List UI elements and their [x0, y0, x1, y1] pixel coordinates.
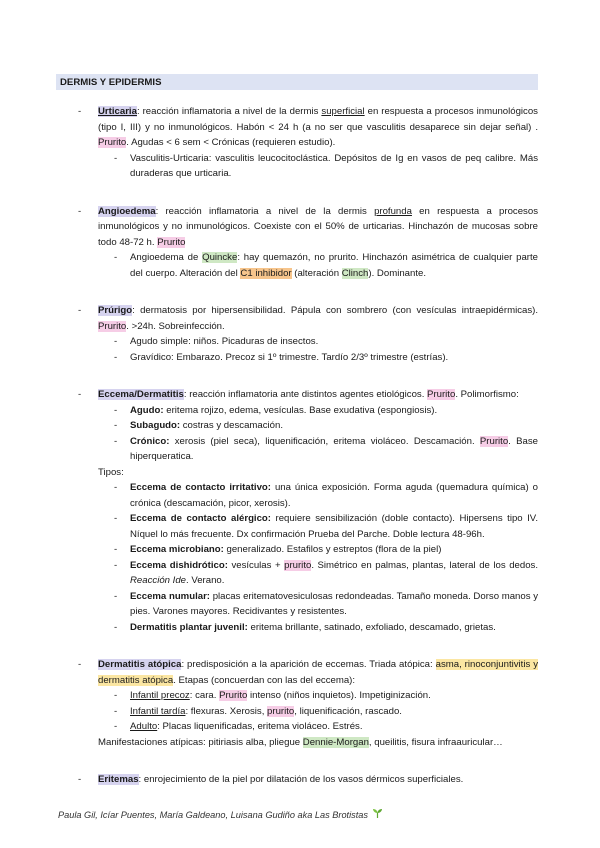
urticaria-block: [56, 104, 538, 182]
eccema-item: [56, 387, 538, 403]
prurigo-sub-item: [56, 334, 538, 350]
angioedema-sub-item: [56, 250, 538, 281]
list-dash: -: [114, 152, 118, 164]
quincke-text: ). Dominante.: [368, 267, 426, 279]
prurigo-agudo-text: Agudo simple: niños. Picaduras de insectos.: [130, 336, 319, 347]
pruritus-highlight: Prurito: [157, 236, 186, 248]
page-footer: [58, 808, 383, 824]
eccema-block: [56, 387, 538, 635]
urticaria-term: Urticaria: [98, 106, 137, 117]
numular-label: Eccema numular:: [130, 590, 211, 602]
list-dash: -: [114, 252, 118, 263]
section-header: [56, 74, 538, 90]
contacto-alergico-text: requiere sensibilización (doble contacto). Hipersens tipo IV. Níquel lo más frecuente. Dx confirmación Prueba del Parche. Doble lectura 48-96h.: [130, 513, 538, 540]
adulto-text: : Placas liquenificadas, eritema violáceo. Estrés.: [157, 721, 363, 732]
infantil-precoz-text: : cara.: [189, 690, 220, 701]
angioedema-text: : reacción inflamatoria a nivel de la dermis: [155, 205, 375, 217]
urticaria-text: : reacción inflamatoria a nivel de la dermis: [136, 106, 322, 117]
prurigo-text: . >24h. Sobreinfección.: [126, 320, 225, 332]
adulto-label: Adulto: [130, 721, 158, 732]
contacto-irritativo-text: una única exposición. Forma aguda (quemadura química) o crónica (descamación, picor, xerosis).: [130, 482, 538, 509]
microbiano-text: generalizado. Estafilos y estreptos (flora de la piel): [223, 544, 442, 555]
pruritus-highlight: Prurito: [98, 137, 127, 148]
eccema-text: . Polimorfismo:: [455, 389, 519, 400]
atopica-sub-item: [56, 688, 538, 704]
prurigo-block: [56, 303, 538, 365]
section-title: DERMIS Y EPIDERMIS: [60, 77, 162, 88]
angioedema-profunda: profunda: [374, 205, 412, 217]
angioedema-block: [56, 204, 538, 282]
eccema-type-item: [56, 542, 538, 558]
dishidrotico-text: . Simétrico en palmas, plantas, lateral de los dedos.: [311, 559, 539, 571]
list-dash: -: [114, 721, 118, 732]
atopica-sub-item: [56, 704, 538, 720]
list-dash: -: [114, 621, 118, 633]
atopica-sub-item: [56, 719, 538, 735]
triada-highlight: asma, rinoconjuntivitis y dermatitis atópica: [98, 659, 538, 686]
contacto-irritativo-label: Eccema de contacto irritativo:: [130, 482, 271, 493]
list-dash: -: [78, 305, 82, 316]
eritemas-text: : enrojecimiento de la piel por dilatación de los vasos dérmicos superficiales.: [138, 774, 464, 785]
list-dash: -: [78, 205, 82, 217]
dishidrotico-text: . Verano.: [186, 575, 225, 586]
subagudo-label: Subagudo:: [130, 420, 181, 431]
pruritus-highlight: prurito: [284, 559, 312, 571]
manifestaciones-text: Manifestaciones atípicas: pitiriasis alba, pliegue: [98, 736, 303, 748]
infantil-tardia-text: : flexuras. Xerosis,: [185, 705, 268, 717]
eritemas-term: Eritemas: [98, 774, 139, 785]
urticaria-text: . Agudas < 6 sem < Crónicas (requieren estudio).: [126, 137, 336, 148]
c1-inhibitor-highlight: C1 inhibidor: [240, 267, 292, 279]
quincke-highlight: Quincke: [202, 252, 238, 263]
numular-text: placas eritematovesiculosas redondeadas. Tamaño moneda. Dorso manos y pies. Varones mayores. Recidivantes y resistentes.: [130, 590, 538, 617]
agudo-label: Agudo:: [130, 404, 164, 416]
microbiano-label: Eccema microbiano:: [130, 544, 224, 555]
infantil-tardia-label: Infantil tardía: [130, 705, 186, 717]
list-dash: -: [114, 435, 118, 447]
cronico-text: . Base hiperqueratica.: [130, 435, 538, 462]
infantil-tardia-text: , liquenificación, rascado.: [294, 705, 402, 717]
quincke-text: : hay quemazón, no prurito. Hinchazón asimétrica de cualquier parte del cuerpo. Alteración del: [130, 252, 538, 279]
eccema-sub-item: [56, 434, 538, 465]
pruritus-highlight: Prurito: [98, 320, 127, 332]
cronico-text: xerosis (piel seca), liquenificación, eritema violáceo. Descamación.: [169, 435, 480, 447]
prurigo-gravidico-text: Gravídico: Embarazo. Precoz si 1º trimestre. Tardío 2/3º trimestre (estrías).: [130, 351, 449, 363]
tipos-label: Tipos:: [98, 466, 124, 478]
infantil-precoz-text: intenso (niños inquietos). Impetiginización.: [247, 690, 431, 701]
infantil-precoz-label: Infantil precoz: [130, 690, 190, 701]
prurigo-sub-item: [56, 350, 538, 366]
atopica-term: Dermatitis atópica: [98, 659, 182, 670]
cronico-label: Crónico:: [130, 435, 170, 447]
angioedema-item: [56, 204, 538, 251]
eccema-type-item: [56, 511, 538, 542]
urticaria-text: en respuesta a procesos inmunológicos (tipo I, III) y no inmunológicos. Habón < 24 h (a no ser que vasculitis desaparece sin dejar señal) .: [98, 106, 538, 133]
eccema-sub-item: [56, 403, 538, 419]
atopica-text: . Etapas (concuerdan con las del eccema):: [173, 674, 356, 686]
eccema-text: : reacción inflamatoria ante distintos agentes etiológicos.: [183, 389, 428, 400]
list-dash: -: [114, 420, 118, 431]
atopica-item: [56, 657, 538, 688]
list-dash: -: [78, 659, 82, 670]
pruritus-highlight: Prurito: [219, 690, 248, 701]
subagudo-text: costras y descamación.: [180, 420, 284, 431]
contacto-alergico-label: Eccema de contacto alérgico:: [130, 513, 271, 524]
pruritus-highlight: prurito: [267, 705, 295, 717]
list-dash: -: [114, 482, 118, 493]
list-dash: -: [114, 590, 118, 602]
clinch-highlight: Clinch: [341, 267, 369, 279]
eritemas-block: [56, 772, 538, 788]
list-dash: -: [114, 690, 118, 701]
agudo-text: eritema rojizo, edema, vesículas. Base exudativa (espongiosis).: [163, 404, 438, 416]
reaccion-ide: Reacción Ide: [130, 575, 186, 586]
prurigo-item: [56, 303, 538, 334]
list-dash: -: [114, 544, 118, 555]
eritemas-item: [56, 772, 538, 788]
plantar-juvenil-text: eritema brillante, satinado, exfoliado, descamado, grietas.: [247, 621, 496, 633]
list-dash: -: [114, 513, 118, 524]
dishidrotico-label: Eccema dishidrótico:: [130, 559, 228, 571]
list-dash: -: [78, 774, 82, 785]
angioedema-text: en respuesta a procesos inmunológicos y no inmunológicos. Coexiste con el 50% de urticarias. Hinchazón de mucosas sobre todo 48-72 h.: [98, 205, 538, 248]
notes-content: [56, 104, 538, 798]
eccema-type-item: [56, 480, 538, 511]
vasculitis-text: Vasculitis-Urticaria: vasculitis leucocitoclástica. Depósitos de Ig en vasos de peq calibre. Más duraderas que urticaria.: [130, 152, 538, 179]
eccema-sub-item: [56, 418, 538, 434]
urticaria-item: [56, 104, 538, 151]
manifestaciones-atipicas: [56, 735, 538, 751]
list-dash: -: [114, 404, 118, 416]
eccema-type-item: [56, 620, 538, 636]
pruritus-highlight: Prurito: [479, 435, 509, 447]
quincke-text: (alteración: [291, 267, 342, 279]
pruritus-highlight: Prurito: [427, 389, 456, 400]
prurigo-text: : dermatosis por hipersensibilidad. Pápula con sombrero (con vesículas intraepidérmicas).: [132, 305, 538, 316]
atopica-text: : predisposición a la aparición de eccemas. Triada atópica:: [181, 659, 436, 670]
sprout-icon: [372, 810, 383, 820]
dennie-morgan-highlight: Dennie-Morgan: [302, 736, 369, 748]
atopica-block: [56, 657, 538, 750]
list-dash: -: [114, 559, 118, 571]
list-dash: -: [114, 351, 118, 363]
eccema-type-item: [56, 589, 538, 620]
eccema-term: Eccema/Dermatitis: [98, 389, 184, 400]
quincke-text: Angioedema de: [130, 252, 203, 263]
authors-credit: Paula Gil, Icíar Puentes, María Galdeano, Luisana Gudiño aka Las Brotistas: [58, 810, 368, 820]
urticaria-superficial: superficial: [321, 106, 365, 117]
eccema-type-item: [56, 558, 538, 589]
list-dash: -: [114, 705, 118, 717]
dishidrotico-text: vesículas +: [227, 559, 285, 571]
list-dash: -: [78, 389, 82, 400]
list-dash: -: [114, 336, 118, 347]
list-dash: -: [78, 106, 82, 117]
manifestaciones-text: , queilitis, fisura infraauricular…: [368, 736, 503, 748]
angioedema-term: Angioedema: [98, 205, 156, 217]
prurigo-term: Prúrigo: [98, 305, 133, 316]
urticaria-sub-item: [56, 151, 538, 182]
plantar-juvenil-label: Dermatitis plantar juvenil:: [130, 621, 248, 633]
